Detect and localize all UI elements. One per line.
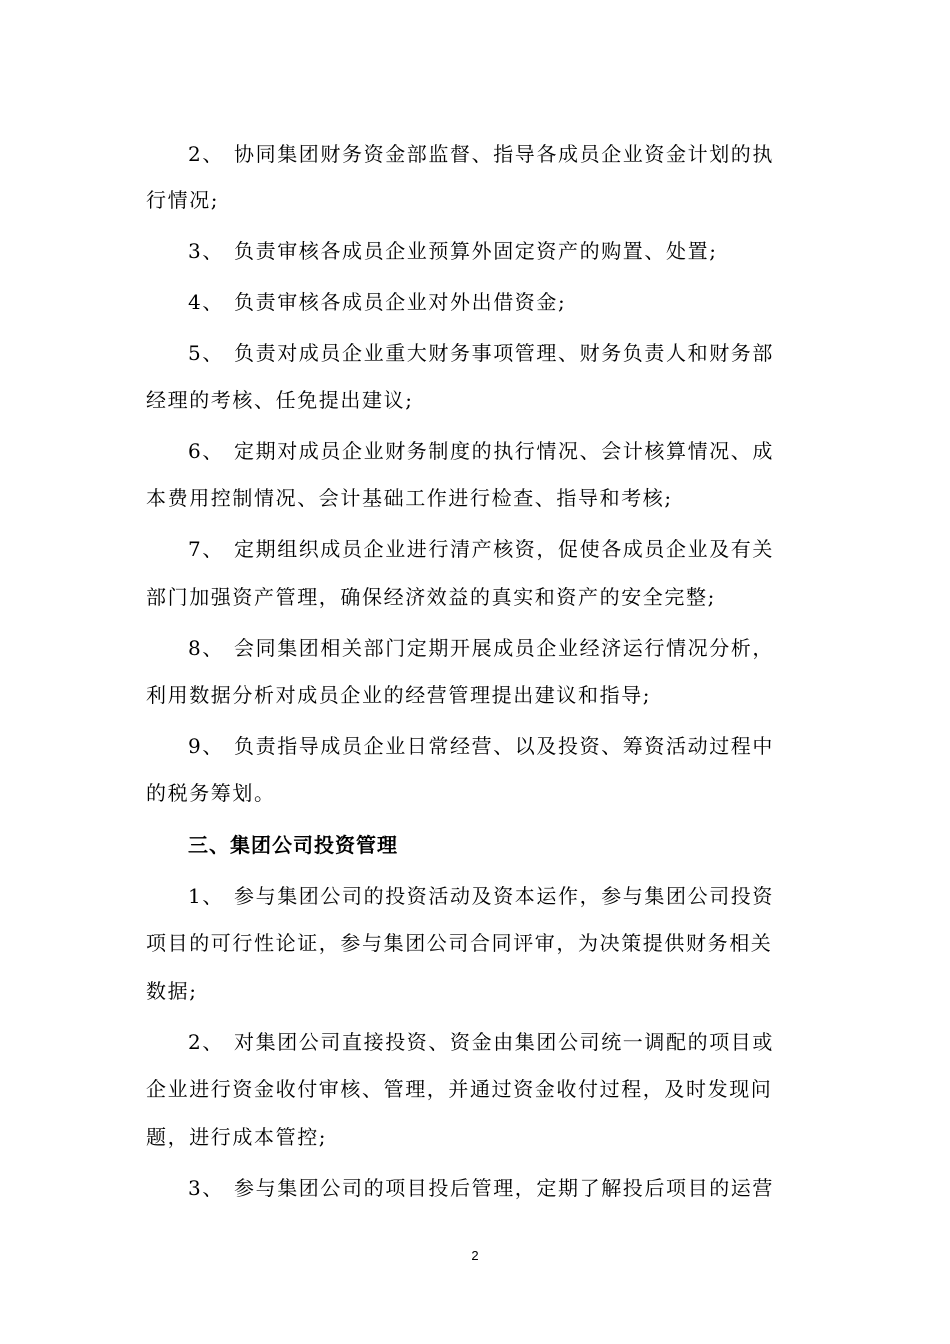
heading-text: 三、集团公司投资管理 [188,833,398,857]
list-item-5-line-1 [188,338,848,368]
paragraph-text: 企业进行资金收付审核、管理，并通过资金收付过程，及时发现问 [146,1077,773,1101]
item-number: 6、 [188,439,224,463]
paragraph-text: 负责审核各成员企业对外出借资金; [234,290,567,314]
item-number: 5、 [188,341,224,365]
paragraph-text: 的税务筹划。 [146,781,276,805]
paragraph-text: 项目的可行性论证，参与集团公司合同评审，为决策提供财务相关 [146,931,773,955]
paragraph-text: 协同集团财务资金部监督、指导各成员企业资金计划的执 [234,142,774,166]
paragraph-text: 对集团公司直接投资、资金由集团公司统一调配的项目或 [234,1030,774,1054]
list-item-5-line-2 [146,385,806,415]
list-item-2b-line-2 [146,1074,806,1104]
list-item-6-line-1 [188,436,848,466]
list-item-3 [188,236,848,266]
list-item-9-line-2 [146,778,806,808]
item-number: 1、 [188,884,224,908]
list-item-4 [188,287,848,317]
paragraph-text: 负责指导成员企业日常经营、以及投资、筹资活动过程中 [234,734,774,758]
paragraph-text: 会同集团相关部门定期开展成员企业经济运行情况分析， [234,636,774,660]
paragraph-text: 参与集团公司的投资活动及资本运作，参与集团公司投资 [234,884,774,908]
paragraph-text: 利用数据分析对成员企业的经营管理提出建议和指导; [146,683,652,707]
list-item-2b-line-1 [188,1027,848,1057]
list-item-7-line-2 [146,582,806,612]
list-item-9-line-1 [188,731,848,761]
item-number: 8、 [188,636,224,660]
paragraph-text: 负责审核各成员企业预算外固定资产的购置、处置; [234,239,718,263]
item-number: 9、 [188,734,224,758]
page-number: 2 [471,1248,479,1263]
paragraph-text: 经理的考核、任免提出建议; [146,388,414,412]
item-number: 4、 [188,290,224,314]
paragraph-text: 题，进行成本管控; [146,1125,328,1149]
list-item-2-line-2 [146,185,806,215]
list-item-8-line-2 [146,680,806,710]
item-number: 3、 [188,1176,224,1200]
list-item-2-line-1 [188,139,848,169]
list-item-7-line-1 [188,534,848,564]
list-item-1-line-3 [146,976,806,1006]
section-heading [188,830,848,860]
paragraph-text: 部门加强资产管理，确保经济效益的真实和资产的安全完整; [146,585,716,609]
item-number: 2、 [188,142,224,166]
item-number: 7、 [188,537,224,561]
paragraph-text: 行情况; [146,188,220,212]
paragraph-text: 负责对成员企业重大财务事项管理、财务负责人和财务部 [234,341,774,365]
list-item-3b-line-1 [188,1173,848,1203]
paragraph-text: 数据; [146,979,198,1003]
paragraph-text: 参与集团公司的项目投后管理，定期了解投后项目的运营 [234,1176,774,1200]
list-item-8-line-1 [188,633,848,663]
paragraph-text: 本费用控制情况、会计基础工作进行检查、指导和考核; [146,486,673,510]
list-item-6-line-2 [146,483,806,513]
list-item-1-line-2 [146,928,806,958]
item-number: 2、 [188,1030,224,1054]
paragraph-text: 定期组织成员企业进行清产核资，促使各成员企业及有关 [234,537,774,561]
list-item-1-line-1 [188,881,848,911]
paragraph-text: 定期对成员企业财务制度的执行情况、会计核算情况、成 [234,439,774,463]
item-number: 3、 [188,239,224,263]
list-item-2b-line-3 [146,1122,806,1152]
